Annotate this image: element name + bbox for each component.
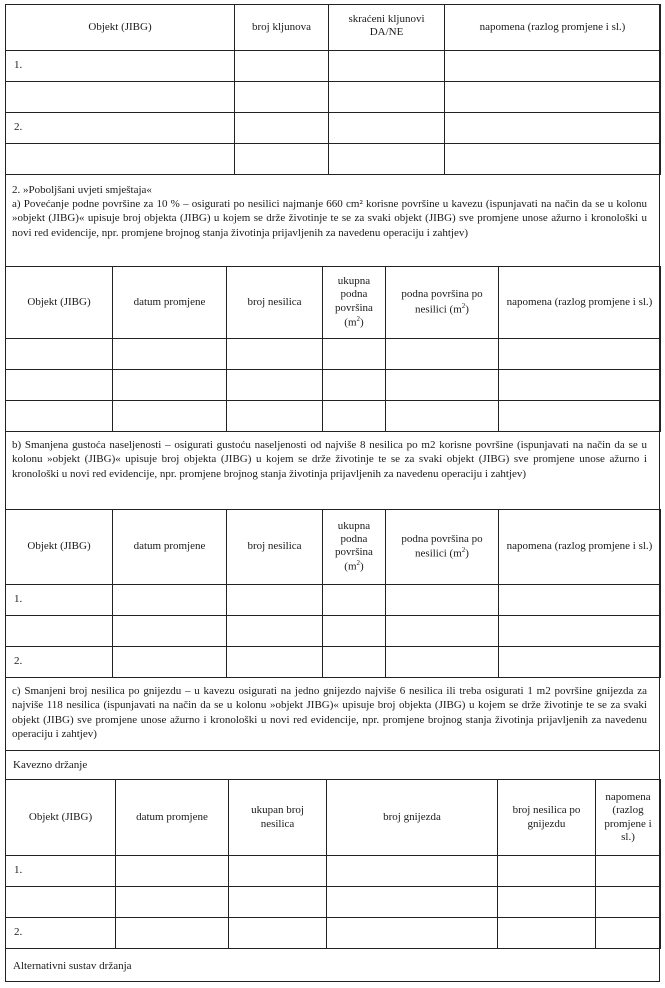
beak-table (5, 4, 660, 175)
table-row (6, 647, 661, 678)
header-napomena: napomena (razlog promjene i sl.) (596, 780, 661, 856)
nest-table (5, 779, 660, 949)
header-skraceni-kljunovi: skraćeni kljunovi DA/NE (329, 5, 445, 51)
cell[interactable] (499, 401, 661, 432)
cell[interactable] (227, 401, 323, 432)
header-broj-nesilica: broj nesilica (227, 267, 323, 339)
cell[interactable] (235, 51, 329, 82)
cell[interactable] (386, 616, 499, 647)
header-broj-nesilica: broj nesilica (227, 510, 323, 585)
cell[interactable] (499, 647, 661, 678)
cage-housing-label: Kavezno držanje (5, 750, 660, 779)
header-ukupna-povrsina: ukupna podna površina $(m^2)$ (323, 510, 386, 585)
cell[interactable] (6, 82, 235, 113)
header-objekt: Objekt (JIBG) (6, 780, 116, 856)
cell[interactable]: 2. (6, 647, 113, 678)
cell[interactable] (227, 647, 323, 678)
section-2b-text: b) Smanjena gustoća naseljenosti – osigurati gustoću naseljenosti od najviše 8 nesilica po m2 korisne površine (ispunjavati na način da se u kolonu »objekt (JIBG)« upisuje broj objekta (JIBG) u kojem se drže životinje te se za svaki objekt (JIBG) sve promjene unose ažurno i kronološki u novi red evidencije, npr. promjene brojnog stanja životinja prijavljenih za navedenu operaciju i zahtjev) (12, 439, 647, 480)
table-row (6, 856, 661, 887)
section-2a-text: a) Povećanje podne površine za 10 % – osigurati po nesilici najmanje 660 cm² korisne površine u kavezu (ispunjavati na način da se u kolonu »objekt (JIBG)« upisuje broj objekta (JIBG) u kojem se drže životinje te se za svaki objekt (JIBG) sve promjene unose ažurno i kronološki u novi red evidencije, npr. promjene brojnog stanja životinja prijavljenih za navedenu operaciju i zahtjev) (12, 198, 647, 239)
cell[interactable] (329, 82, 445, 113)
header-napomena: napomena (razlog promjene i sl.) (499, 510, 661, 585)
density-table (5, 509, 660, 678)
cell[interactable] (235, 82, 329, 113)
header-broj-kljunova: broj kljunova (235, 5, 329, 51)
cell[interactable]: 2. (6, 113, 235, 144)
header-datum-promjene: datum promjene (113, 510, 227, 585)
header-povrsina-po-nesilici: podna površina po nesilici $(m^2)$ (386, 267, 499, 339)
cell[interactable] (6, 370, 113, 401)
cell[interactable] (235, 144, 329, 175)
table-row (6, 82, 661, 113)
cell[interactable] (386, 585, 499, 616)
cell[interactable] (6, 144, 235, 175)
header-napomena: napomena (razlog promjene i sl.) (445, 5, 661, 51)
cell[interactable] (386, 401, 499, 432)
cell[interactable] (327, 856, 498, 887)
cell[interactable] (6, 616, 113, 647)
cell[interactable] (596, 887, 661, 918)
table-row (6, 401, 661, 432)
floor-area-table (5, 266, 660, 432)
cell[interactable] (499, 585, 661, 616)
cell[interactable] (386, 647, 499, 678)
header-objekt: Objekt (JIBG) (6, 5, 235, 51)
table-row (6, 113, 661, 144)
header-broj-gnijezda: broj gnijezda (327, 780, 498, 856)
cell[interactable] (227, 585, 323, 616)
header-datum-promjene: datum promjene (113, 267, 227, 339)
cell[interactable] (323, 401, 386, 432)
cell[interactable] (329, 51, 445, 82)
cell[interactable] (229, 918, 327, 949)
cell[interactable] (323, 585, 386, 616)
alternative-system-label: Alternativni sustav držanja (5, 948, 660, 982)
cell[interactable] (327, 918, 498, 949)
header-povrsina-po-nesilici: podna površina po nesilici $(m^2)$ (386, 510, 499, 585)
cell[interactable] (113, 401, 227, 432)
header-napomena: napomena (razlog promjene i sl.) (499, 267, 661, 339)
floor-area-table-header (6, 267, 661, 339)
table-row (6, 585, 661, 616)
cell[interactable]: 1. (6, 585, 113, 616)
cell[interactable] (499, 339, 661, 370)
beak-table-header (6, 5, 661, 51)
cell[interactable] (323, 339, 386, 370)
cell[interactable] (327, 887, 498, 918)
nest-table-header (6, 780, 661, 856)
table-row (6, 887, 661, 918)
cell[interactable] (445, 113, 661, 144)
cell[interactable] (445, 51, 661, 82)
cell[interactable] (116, 918, 229, 949)
cell[interactable] (498, 887, 596, 918)
cell[interactable] (113, 339, 227, 370)
cell[interactable] (227, 339, 323, 370)
cell[interactable] (323, 616, 386, 647)
cell[interactable] (113, 647, 227, 678)
cell[interactable] (113, 585, 227, 616)
density-table-header (6, 510, 661, 585)
table-row (6, 616, 661, 647)
cell[interactable] (6, 339, 113, 370)
table-row (6, 370, 661, 401)
cell[interactable] (116, 856, 229, 887)
section-2-title: 2. »Poboljšani uvjeti smještaja« (12, 184, 152, 196)
cell[interactable] (6, 401, 113, 432)
cell[interactable] (499, 370, 661, 401)
cell[interactable] (227, 370, 323, 401)
cell[interactable]: 1. (6, 51, 235, 82)
cell[interactable] (445, 144, 661, 175)
cell[interactable] (386, 339, 499, 370)
table-row (6, 339, 661, 370)
table-row (6, 51, 661, 82)
cell[interactable] (498, 856, 596, 887)
header-datum-promjene: datum promjene (116, 780, 229, 856)
cell[interactable] (116, 887, 229, 918)
table-row (6, 918, 661, 949)
cell[interactable] (386, 370, 499, 401)
cell[interactable] (498, 918, 596, 949)
cell[interactable] (445, 82, 661, 113)
header-ukupna-povrsina: ukupna podna površina $(m^2)$ (323, 267, 386, 339)
cell[interactable] (596, 856, 661, 887)
cell[interactable] (227, 616, 323, 647)
cell[interactable] (596, 918, 661, 949)
cell[interactable] (329, 113, 445, 144)
cell[interactable] (6, 887, 116, 918)
header-objekt: Objekt (JIBG) (6, 510, 113, 585)
cell[interactable] (235, 113, 329, 144)
cell[interactable] (229, 856, 327, 887)
cell[interactable]: 2. (6, 918, 116, 949)
header-objekt: Objekt (JIBG) (6, 267, 113, 339)
cell[interactable] (323, 370, 386, 401)
cell[interactable] (113, 370, 227, 401)
section-2c-text: c) Smanjeni broj nesilica po gnijezdu – u kavezu osigurati na jedno gnijezdo najviše 6 nesilica ili treba osigurati 1 m2 površine gnijezda za najviše 118 nesilica (ispunjavati na način da se u kolonu »objekt JIBG)« upisuje broj objekta (JIBG) u kojem se drže životinje te se za svaki objekt (JIBG) sve promjene unose ažurno i kronološki u novi red evidencije, npr. promjene brojnog stanja životinja prijavljenih za navedenu operaciju i zahtjev) (12, 685, 647, 740)
cell[interactable]: 1. (6, 856, 116, 887)
cell[interactable] (113, 616, 227, 647)
cell[interactable] (499, 616, 661, 647)
header-ukupan-broj-nesilica: ukupan broj nesilica (229, 780, 327, 856)
cell[interactable] (229, 887, 327, 918)
table-row (6, 144, 661, 175)
header-nesilica-po-gnijezdu: broj nesilica po gnijezdu (498, 780, 596, 856)
cell[interactable] (329, 144, 445, 175)
cell[interactable] (323, 647, 386, 678)
